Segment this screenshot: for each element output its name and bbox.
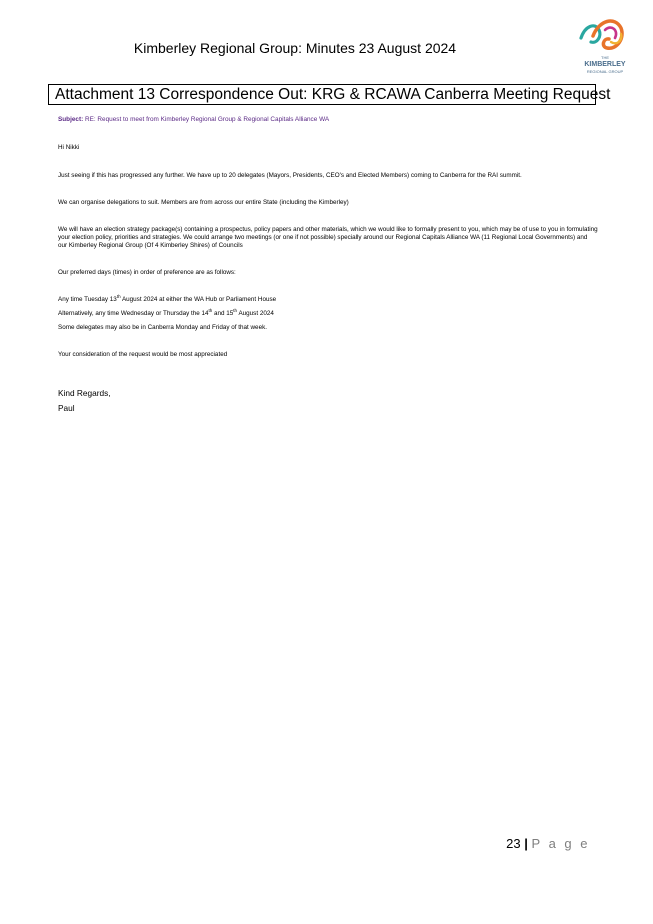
email-paragraph: Your consideration of the request would be most appreciated — [58, 351, 228, 358]
email-body — [58, 116, 598, 414]
subject-text: RE: Request to meet from Kimberley Regional Group & Regional Capitals Alliance WA — [85, 116, 330, 123]
page-label: P a g e — [531, 836, 590, 851]
logo-name-text: KIMBERLEY — [584, 61, 626, 68]
meeting-option: Some delegates may also be in Canberra Monday and Friday of that week. — [58, 324, 267, 331]
email-paragraph: Just seeing if this has progressed any further. We have up to 20 delegates (Mayors, Presidents, CEO's and Elected Members) coming to Canberra for the RAI summit. — [58, 172, 522, 179]
subject-label: Subject: — [58, 116, 84, 123]
attachment-title: Attachment 13 Correspondence Out: KRG & RCAWA Canberra Meeting Request — [48, 84, 596, 105]
email-paragraph: We will have an election strategy package(s) containing a prospectus, policy papers and other materials, which we would like to formally present to you, which may be of use to you in formulating your election policy, priorities and strategies. We could arrange two meetings (or one if not possible) specially around our Regional Capitals Alliance WA (11 Regional Local Governments) and our Kimberley Regional Group (Of 4 Kimberley Shires) of Councils — [58, 226, 598, 249]
page-separator: | — [524, 836, 528, 851]
email-greeting: Hi Nikki — [58, 144, 80, 151]
page-number: 23 — [506, 836, 521, 851]
meeting-option: Any time Tuesday 13th August 2024 at either the WA Hub or Parliament House — [58, 293, 277, 303]
logo-text — [575, 54, 635, 75]
email-signature: Paul — [58, 403, 75, 413]
email-paragraph: Our preferred days (times) in order of preference are as follows: — [58, 269, 236, 276]
logo-small-text: THE — [601, 55, 609, 60]
page-footer — [506, 836, 590, 851]
page-header-title: Kimberley Regional Group: Minutes 23 August 2024 — [133, 40, 457, 56]
meeting-option: Alternatively, any time Wednesday or Thursday the 14th and 15th August 2024 — [58, 307, 274, 317]
email-signoff: Kind Regards, — [58, 388, 111, 398]
email-subject — [58, 116, 598, 124]
logo-sub-text: REGIONAL GROUP — [586, 69, 624, 74]
email-paragraph: We can organise delegations to suit. Members are from across our entire State (including the Kimberley) — [58, 199, 349, 206]
